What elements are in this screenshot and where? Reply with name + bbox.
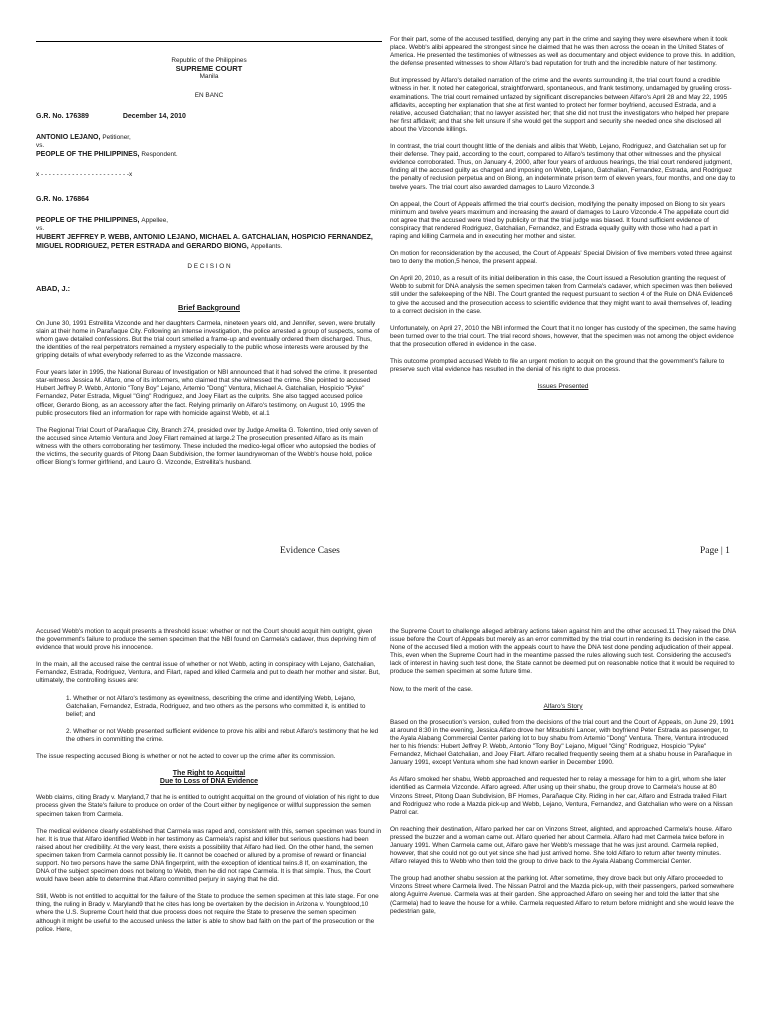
case2-appellee-line xyxy=(36,216,382,225)
body-paragraph: Webb claims, citing Brady v. Maryland,7 that he is entitled to outright acquittal on the ground of violation of his right to due process given the State's failure to produce on order of the Court either by negligence or willful suppression the semen specimen taken from Carmela. xyxy=(36,794,380,818)
body-paragraph: On April 20, 2010, as a result of its initial deliberation in this case, the Court issued a Resolution granting the request of Webb to submit for DNA analysis the semen specimen taken from Carmela's cadaver, which specimen was then believed still under the safekeeping of the NBI. The Court granted the request pursuant to section 4 of the Rule on DNA Evidence6 to give the accused and the prosecution access to scientific evidence that they might want to avail themselves of, leading to a correct decision in the case. xyxy=(390,275,733,315)
body-paragraph: On motion for reconsideration by the accused, the Court of Appeals' Special Division of five members voted three against two to deny the motion,5 hence, the present appeal. xyxy=(390,250,732,266)
decision-title: D E C I S I O N xyxy=(187,263,231,271)
body-paragraph: But impressed by Alfaro's detailed narration of the crime and the events surrounding it, the trial court found a credible witness in her. It noted her categorical, straightforward, spontaneous, and frank testimony, undamaged by grueling cross-examinations. The trial court remained unfazed by significant discrepancies between Alfaro's April 28 and May 22, 1995 affidavits, accepting her explanation that she at first wanted to protect her former boyfriend, accused Estrada, and a relative, accused Gatchalian; that no lawyer assisted her; that she did not trust the investigators who helped her prepare her first affidavit; and that she felt unsure if she would get the support and security she needed once she disclosed all about the Vizconde killings. xyxy=(390,77,732,133)
case1-gr: G.R. No. 176389 xyxy=(36,113,89,121)
case1-petitioner-line xyxy=(36,133,382,142)
case2-vs: vs. xyxy=(36,225,45,233)
page2-right-column xyxy=(390,628,736,925)
case1-petitioner-role: Petitioner, xyxy=(102,134,131,142)
body-paragraph: For their part, some of the accused testified, denying any part in the crime and saying they were elsewhere when it took place. Webb's alibi appeared the strongest since he claimed that he was then across the ocean in the United States of America. He presented the testimonies of witnesses as well as documentary and object evidence to prove this. In addition, the defense presented witnesses to show Alfaro's bad reputation for truth and the incredible nature of her testimony. xyxy=(390,36,736,68)
body-paragraph: Still, Webb is not entitled to acquittal for the failure of the State to produce the semen specimen at this late stage. For one thing, the ruling in Brady v. Maryland9 that he cites has long be overtaken by the decision in Arizona v. Youngblood,10 where the U.S. Supreme Court held that due process does not require the State to preserve the semen specimen although it might be useful to the accused unless the latter is able to show bad faith on the part of the prosecution or the police. Here, xyxy=(36,893,379,933)
body-paragraph: Based on the prosecution's version, culled from the decisions of the trial court and the Court of Appeals, on June 29, 1991 at around 8:30 in the evening, Jessica Alfaro drove her Mitsubishi Lancer, with boyfriend Peter Estrada as passenger, to the Ayala Alabang Commercial Center parking lot to buy shabu from Artemio "Dong" Ventura. There, Ventura introduced her to his friends: Hubert Jeffrey P. Webb, Antonio "Tony Boy" Lejano, Miguel "Ging" Rodriguez, Hospicio "Pyke" Fernandez, Michael Gatchalian, and Joey Filart. Alfaro recalled frequently seeing them at a shabu house in Parañaque in January 1991, except Ventura whom she had known earlier in December 1990. xyxy=(390,718,735,767)
body-paragraph: the Supreme Court to challenge alleged arbitrary actions taken against him and the other accused.11 They raised the DNA issue before the Court of Appeals but merely as an error committed by the trial court in rendering its decision in the case. None of the accused filed a motion with the appeals court to have the DNA test done pending adjudication of their appeal. This, even when the Supreme Court had in the meantime passed the rules allowing such test. Considering the accused's lack of interest in having such test done, the State cannot be deemed put on reasonable notice that it would be required to produce the semen specimen at some future time. xyxy=(390,628,736,676)
body-paragraph: The Regional Trial Court of Parañaque City, Branch 274, presided over by Judge Amelita G. Tolentino, tried only seven of the accused since Artemio Ventura and Joey Filart remained at large.2 The prosecution presented Alfaro as its main witness with the others corroborating her testimony. These included the medico-legal officer who autopsied the bodies of the victims, the security guards of Pitong Daan Subdivision, the former laundrywoman of the Webb's house hold, police officer Biong's former girlfriend, and Lauro G. Vizconde, Estrellita's husband. xyxy=(36,426,378,467)
body-paragraph: In contrast, the trial court thought little of the denials and alibis that Webb, Lejano, Rodriguez, and Gatchalian set up for their defense. They paid, according to the court, compared to Alfaro's testimony that other witnesses and the physical evidence corroborated. Thus, on January 4, 2000, after four years of arduous hearings, the trial court rendered judgment, finding all the accused guilty as charged and imposing on Webb, Lejano, Gatchalian, Fernandez, Estrada, and Rodriguez the penalty of reclusion perpetua and on Biong, an indeterminate prison term of eleven years, four months, and one day to twelve years. The trial court also awarded damages to Lauro Vizconde.3 xyxy=(390,143,736,191)
page-gap xyxy=(0,510,768,616)
case1-respondent-line xyxy=(36,150,382,159)
page-number: Page | 1 xyxy=(700,546,730,556)
body-paragraph: The group had another shabu session at the parking lot. After sometime, they drove back but only Alfaro proceeded to Vinzons Street where Carmela lived. The Nissan Patrol and the Mazda pick-up, with their passengers, parked somewhere along Aguirre Avenue. Carmela was at their garden. She approached Alfaro on seeing her and told the latter that she (Carmela) had to leave the house for a while. Carmela requested Alfaro to return before midnight and she would leave the pedestrian gate, xyxy=(390,875,734,915)
case1-petitioner: ANTONIO LEJANO, xyxy=(36,134,101,142)
body-paragraph: In the main, all the accused raise the central issue of whether or not Webb, acting in conspiracy with Lejano, Gatchalian, Fernandez, Estrada, Rodriguez, Ventura, and Filart, raped and killed Carmela and put to death her mother and sister. But, ultimately, the controlling issues are: xyxy=(36,661,380,685)
body-paragraph: Accused Webb's motion to acquit presents a threshold issue: whether or not the Court should acquit him outright, given the government's failure to produce the semen specimen that the NBI found on Carmela's cadaver, thus depriving him of evidence that would prove his innocence. xyxy=(36,628,376,652)
dna-evidence-heading: Due to Loss of DNA Evidence xyxy=(159,778,259,786)
case2-appellants-line xyxy=(36,233,382,251)
body-paragraph: On appeal, the Court of Appeals affirmed the trial court's decision, modifying the penalty imposed on Biong to six years minimum and twelve years maximum and increasing the award of damages to Lauro Vizconde.4 The appellate court did not agree that the accused were tried by publicity or that the trial judge was biased. It found sufficient evidence of conspiracy that rendered Rodriguez, Gatchalian, Fernandez, and Estrada equally guilty with those who had a part in raping and killing Carmela and in executing her mother and sister. xyxy=(390,200,729,240)
ponente: ABAD, J.: xyxy=(36,284,71,294)
body-paragraph: The issue respecting accused Biong is whether or not he acted to cover up the crime after its commission. xyxy=(36,753,336,761)
body-paragraph: The medical evidence clearly established that Carmela was raped and, consistent with this, semen specimen was found in her. It is true that Alfaro identified Webb in her testimony as Carmela's rapist and killer but serious questions had been raised about her credibility. At the very least, there exists a possibility that Alfaro had lied. On the other hand, the semen specimen taken from Carmela cannot possibly lie. It cannot be coached or allured by a promise of reward or financial support. No two persons have the same DNA fingerprint, with the exception of identical twins.8 If, on examination, the DNA of the subject specimen does not belong to Webb, then he did not rape Carmela. It is that simple. Thus, the Court would have been able to determine that Alfaro committed perjury in saying that he did. xyxy=(36,827,382,884)
footer-title: Evidence Cases xyxy=(280,546,340,556)
body-paragraph: Unfortunately, on April 27, 2010 the NBI informed the Court that it no longer has custody of the specimen, the same having been turned over to the trial court. The trial record shows, however, that the specimen was not among the object evidence that the prosecution offered in evidence in the case. xyxy=(390,324,736,348)
case2-appellants-role: Appellants. xyxy=(250,243,283,251)
body-paragraph: On reaching their destination, Alfaro parked her car on Vinzons Street, alighted, and approached Carmela's house. Alfaro pressed the buzzer and a woman came out. Alfaro queried her about Carmela. Alfaro had met Carmela twice before in January 1991. When Carmela came out, Alfaro gave her Webb's message that he was just around. Carmela replied, however, that she could not go out yet since she had just arrived home. She told Alfaro to return after twenty minutes. Alfaro relayed this to Webb who then told the group to drive back to the Ayala Alabang Commercial Center. xyxy=(390,825,732,866)
case2-appellee-role: Appellee, xyxy=(141,217,169,225)
issue-item-2: 2. Whether or not Webb presented sufficient evidence to prove his alibi and rebut Alfaro's testimony that he led the others in committing the crime. xyxy=(66,727,379,743)
case1-respondent: PEOPLE OF THE PHILIPPINES, xyxy=(36,151,140,159)
document-page-1 xyxy=(0,0,768,510)
case2-appellants: HUBERT JEFFREY P. WEBB, ANTONIO LEJANO, MICHAEL A. GATCHALIAN, HOSPICIO FERNANDEZ, MIGUEL RODRIGUEZ, PETER ESTRADA and GERARDO BIONG, xyxy=(36,234,373,251)
city-label: Manila xyxy=(199,73,219,81)
case1-date: December 14, 2010 xyxy=(122,113,186,121)
brief-background-heading: Brief Background xyxy=(177,302,240,312)
issue-item-1: 1. Whether or not Alfaro's testimony as eyewitness, describing the crime and identifying Webb, Lejano, Gatchalian, Fernandez, Estrada, Rodriguez, and two others as the persons who committed it, is entitled to belief; and xyxy=(66,694,366,718)
case1-vs: vs. xyxy=(36,142,45,150)
case2-gr: G.R. No. 176864 xyxy=(36,196,89,204)
issues-presented-heading: Issues Presented xyxy=(537,383,589,391)
case2-appellee: PEOPLE OF THE PHILIPPINES, xyxy=(36,217,140,225)
page1-left-column xyxy=(36,57,382,476)
republic-label: Republic of the Philippines xyxy=(171,57,247,64)
body-paragraph: As Alfaro smoked her shabu, Webb approached and requested her to relay a message for him to a girl, whom she later identified as Carmela Vizconde. Alfaro agreed. After using up their shabu, the group drove to Carmela's house at 80 Vinzons Street, Pitong Daan Subdivision, BF Homes, Parañaque City. Riding in her car, Alfaro and Estrada trailed Filart and Rodriguez who rode a Mazda pick-up and Webb, Lejano, Ventura, Fernandez, and Gatchalian who were on a Nissan Patrol car. xyxy=(390,776,733,816)
en-banc-label: EN BANC xyxy=(194,92,224,100)
court-name: SUPREME COURT xyxy=(175,64,243,73)
body-paragraph: Four years later in 1995, the National Bureau of Investigation or NBI announced that it had solved the crime. It presented star-witness Jessica M. Alfaro, one of its informers, who claimed that she witnessed the crime. She pointed to accused Hubert Jeffrey P. Webb, Antonio "Tony Boy" Lejano, Artemio "Dong" Ventura, Michael A. Gatchalian, Hospicio "Pyke" Fernandez, Peter Estrada, Miguel "Ging" Rodriguez, and Joey Filart as the culprits. She also tagged accused police officer, Gerardo Biong, as an accessory after the fact. Relying primarily on Alfaro's testimony, on August 10, 1995 the public prosecutors filed an information for rape with homicide against Webb, et al.1 xyxy=(36,369,378,417)
body-paragraph: This outcome prompted accused Webb to file an urgent motion to acquit on the ground that the government's failure to preserve such vital evidence has resulted in the denial of his right to due process. xyxy=(390,358,725,374)
case-separator: x - - - - - - - - - - - - - - - - - - - - - - -x xyxy=(36,171,133,179)
case1-gr-line xyxy=(36,112,382,121)
page1-right-column xyxy=(390,36,736,391)
body-paragraph: On June 30, 1991 Estrellita Vizconde and her daughters Carmela, nineteen years old, and Jennifer, seven, were brutally slain at their home in Parañaque City. Following an intense investigation, the police arrested a group of suspects, some of whom gave detailed confessions. But the trial court smelled a frame-up and eventually ordered them discharged. Thus, the identities of the real perpetrators remained a mystery especially to the public whose interests were aroused by the gripping details of what everybody referred to as the Vizconde massacre. xyxy=(36,319,380,360)
page2-left-column xyxy=(36,628,382,943)
case1-respondent-role: Respondent. xyxy=(141,151,178,159)
alfaros-story-heading: Alfaro's Story xyxy=(543,702,583,710)
body-paragraph: Now, to the merit of the case. xyxy=(390,685,473,693)
right-to-acquittal-heading: The Right to Acquittal xyxy=(172,770,246,778)
document-page-2 xyxy=(0,616,768,1024)
top-rule xyxy=(36,41,382,42)
